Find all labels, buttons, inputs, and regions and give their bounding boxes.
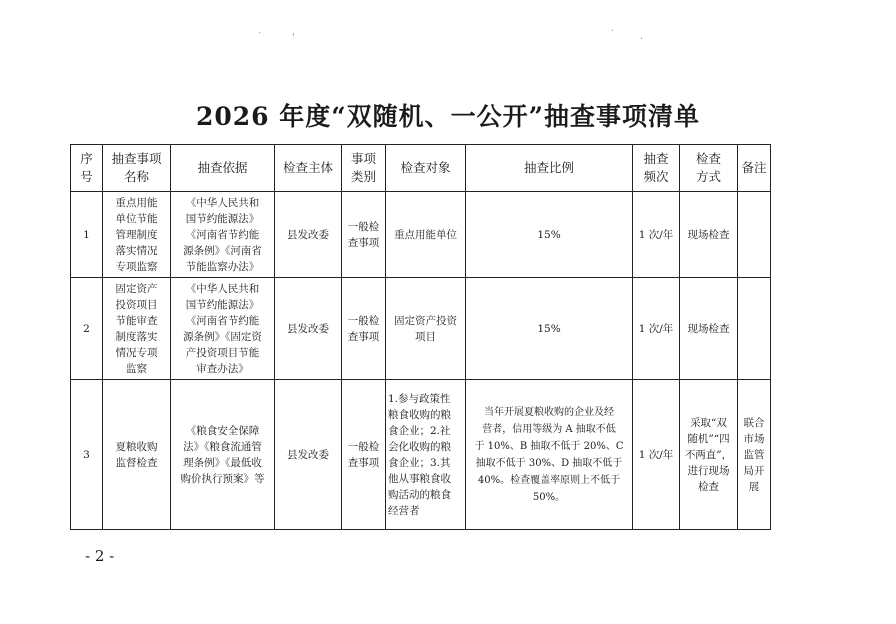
table-row (71, 380, 771, 530)
header-target: 检查对象 (386, 145, 466, 192)
header-item-name: 抽查事项 名称 (103, 145, 171, 192)
row-remarks: 联合 市场 监管 局开 展 (738, 380, 771, 530)
row-ratio: 15% (466, 192, 633, 278)
row-subject: 县发改委 (275, 380, 342, 530)
header-method: 检查 方式 (680, 145, 738, 192)
row-target: 固定资产投资 项目 (386, 278, 466, 380)
row-target: 1.参与政策性 粮食收购的粮 食企业；2.社 会化收购的粮 食企业；3.其 他从事粮食收 购活动的粮食 经营者 (386, 380, 466, 530)
header-subject: 检查主体 (275, 145, 342, 192)
row-remarks (738, 192, 771, 278)
row-item-name: 夏粮收购 监督检查 (103, 380, 171, 530)
row-basis: 《中华人民共和 国节约能源法》 《河南省节约能 源条例》《河南省 节能监察办法》 (171, 192, 275, 278)
row-subject: 县发改委 (275, 278, 342, 380)
row-item-name: 重点用能 单位节能 管理制度 落实情况 专项监察 (103, 192, 171, 278)
scan-speck: · (611, 26, 615, 37)
row-frequency: 1 次/年 (633, 278, 680, 380)
row-index: 3 (71, 380, 103, 530)
row-basis: 《粮食安全保障 法》《粮食流通管 理条例》《最低收 购价执行预案》等 (171, 380, 275, 530)
row-frequency: 1 次/年 (633, 192, 680, 278)
header-remarks: 备注 (738, 145, 771, 192)
row-method: 现场检查 (680, 192, 738, 278)
row-category: 一般检 查事项 (342, 278, 386, 380)
page-number: - 2 - (85, 547, 115, 565)
row-subject: 县发改委 (275, 192, 342, 278)
header-index: 序 号 (71, 145, 103, 192)
row-item-name: 固定资产 投资项目 节能审查 制度落实 情况专项 监察 (103, 278, 171, 380)
scan-speck: · (640, 34, 644, 45)
row-target: 重点用能单位 (386, 192, 466, 278)
row-index: 2 (71, 278, 103, 380)
row-basis: 《中华人民共和 国节约能源法》 《河南省节约能 源条例》《固定资 产投资项目节能 审查办法》 (171, 278, 275, 380)
scan-speck: · (258, 28, 262, 39)
inspection-items-table (70, 144, 771, 530)
row-index: 1 (71, 192, 103, 278)
table-header-row (71, 145, 771, 192)
header-frequency: 抽查 频次 (633, 145, 680, 192)
header-category: 事项 类别 (342, 145, 386, 192)
row-category: 一般检 查事项 (342, 192, 386, 278)
row-category: 一般检 查事项 (342, 380, 386, 530)
table-row (71, 278, 771, 380)
header-ratio: 抽查比例 (466, 145, 633, 192)
row-method: 现场检查 (680, 278, 738, 380)
row-frequency: 1 次/年 (633, 380, 680, 530)
row-ratio: 当年开展夏粮收购的企业及经 营者，信用等级为 A 抽取不低 于 10%、B 抽取不低于 20%、C 抽取不低于 30%、D 抽取不低于 40%。检查覆盖率原则上不低于 50%。 (466, 380, 633, 530)
row-method: 采取“双 随机”“四 不两直”， 进行现场 检查 (680, 380, 738, 530)
header-basis: 抽查依据 (171, 145, 275, 192)
table-row (71, 192, 771, 278)
page-title: 2026 年度“双随机、一公开”抽查事项清单 (195, 102, 701, 131)
row-ratio: 15% (466, 278, 633, 380)
scan-speck: ' (292, 32, 295, 43)
row-remarks (738, 278, 771, 380)
